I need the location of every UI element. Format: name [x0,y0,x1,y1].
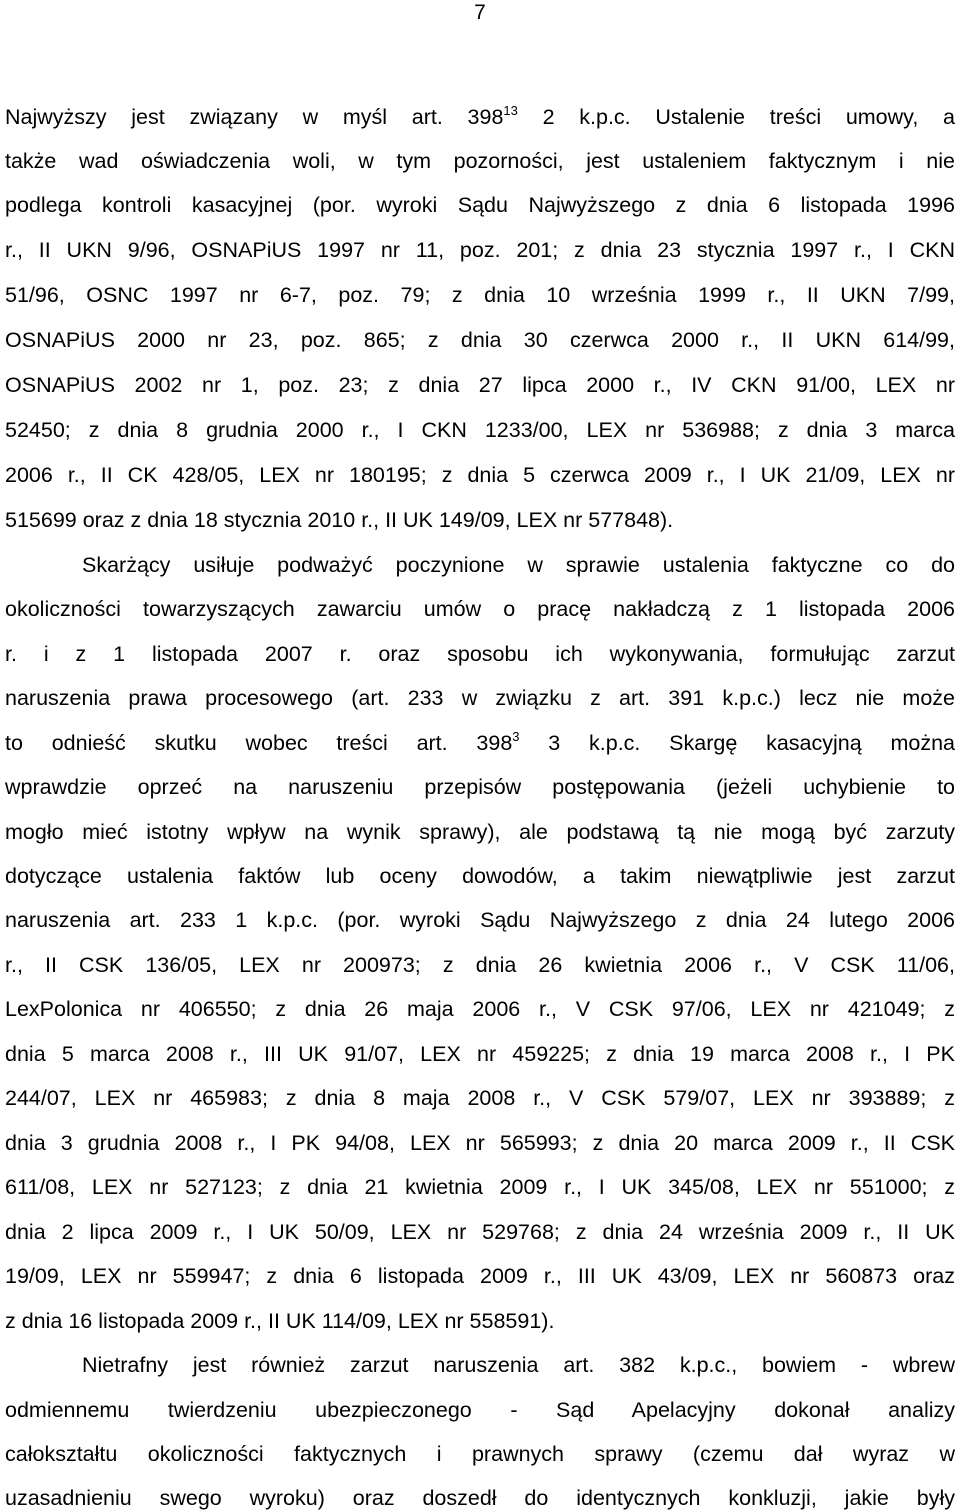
text-line: 52450; z dnia 8 grudnia 2000 r., I CKN 1233/00, LEX nr 536988; z dnia 3 marca [5,418,955,442]
text-line: wprawdzie oprzeć na naruszeniu przepisów postępowania (jeżeli uchybienie to [5,775,955,799]
text-line: dnia 3 grudnia 2008 r., I PK 94/08, LEX nr 565993; z dnia 20 marca 2009 r., II CSK [5,1131,955,1155]
text-line: całokształtu okoliczności faktycznych i prawnych sprawy (czemu dał wyraz w [5,1442,955,1466]
text-line: odmiennemu twierdzeniu ubezpieczonego - Sąd Apelacyjny dokonał analizy [5,1398,955,1422]
text-line: 244/07, LEX nr 465983; z dnia 8 maja 2008 r., V CSK 579/07, LEX nr 393889; z [5,1086,955,1110]
text-line: Skarżący usiłuje podważyć poczynione w sprawie ustalenia faktyczne co do [82,553,955,577]
text-line: dnia 2 lipca 2009 r., I UK 50/09, LEX nr 529768; z dnia 24 września 2009 r., II UK [5,1220,955,1244]
text-line: 51/96, OSNC 1997 nr 6-7, poz. 79; z dnia 10 września 1999 r., II UKN 7/99, [5,283,955,307]
text-line: 611/08, LEX nr 527123; z dnia 21 kwietnia 2009 r., I UK 345/08, LEX nr 551000; z [5,1175,955,1199]
text-line: dotyczące ustalenia faktów lub oceny dowodów, a takim niewątpliwie jest zarzut [5,864,955,888]
text-line: uzasadnieniu swego wyroku) oraz doszedł do identycznych konkluzji, jakie były [5,1486,955,1510]
text-line: naruszenia prawa procesowego (art. 233 w związku z art. 391 k.p.c.) lecz nie może [5,686,955,710]
text-line: 19/09, LEX nr 559947; z dnia 6 listopada 2009 r., III UK 43/09, LEX nr 560873 oraz [5,1264,955,1288]
text-line: z dnia 16 listopada 2009 r., II UK 114/09, LEX nr 558591). [5,1309,555,1333]
superscript: 3 [512,729,520,744]
text-line: podlega kontroli kasacyjnej (por. wyroki Sądu Najwyższego z dnia 6 listopada 1996 [5,193,955,217]
page-number: 7 [474,1,486,24]
text-line: r., II UKN 9/96, OSNAPiUS 1997 nr 11, poz. 201; z dnia 23 stycznia 1997 r., I CKN [5,238,955,262]
text-line: r. i z 1 listopada 2007 r. oraz sposobu ich wykonywania, formułując zarzut [5,642,955,666]
text-line: okoliczności towarzyszących zawarciu umów o pracę nakładczą z 1 listopada 2006 [5,597,955,621]
text-line: 2006 r., II CK 428/05, LEX nr 180195; z dnia 5 czerwca 2009 r., I UK 21/09, LEX nr [5,463,955,487]
text-line: mogło mieć istotny wpływ na wynik sprawy), ale podstawą tą nie mogą być zarzuty [5,820,955,844]
text-line: r., II CSK 136/05, LEX nr 200973; z dnia 26 kwietnia 2006 r., V CSK 11/06, [5,953,955,977]
text-line: 515699 oraz z dnia 18 stycznia 2010 r., II UK 149/09, LEX nr 577848). [5,508,674,532]
text-line: OSNAPiUS 2000 nr 23, poz. 865; z dnia 30 czerwca 2000 r., II UKN 614/99, [5,328,955,352]
text-line: Nietrafny jest również zarzut naruszenia art. 382 k.p.c., bowiem - wbrew [82,1353,955,1377]
text-line: OSNAPiUS 2002 nr 1, poz. 23; z dnia 27 lipca 2000 r., IV CKN 91/00, LEX nr [5,373,955,397]
superscript: 13 [503,103,518,118]
text-line: dnia 5 marca 2008 r., III UK 91/07, LEX nr 459225; z dnia 19 marca 2008 r., I PK [5,1042,955,1066]
text-line: to odnieść skutku wobec treści art. $398^3$ 3 k.p.c. Skargę kasacyjną można [5,729,955,755]
text-line: Najwyższy jest związany w myśl art. $398^{13}$ 2 k.p.c. Ustalenie treści umowy, a [5,103,955,129]
text-line: LexPolonica nr 406550; z dnia 26 maja 2006 r., V CSK 97/06, LEX nr 421049; z [5,997,955,1021]
text-line: także wad oświadczenia woli, w tym pozorności, jest ustaleniem faktycznym i nie [5,149,955,173]
text-line: naruszenia art. 233 1 k.p.c. (por. wyroki Sądu Najwyższego z dnia 24 lutego 2006 [5,908,955,932]
